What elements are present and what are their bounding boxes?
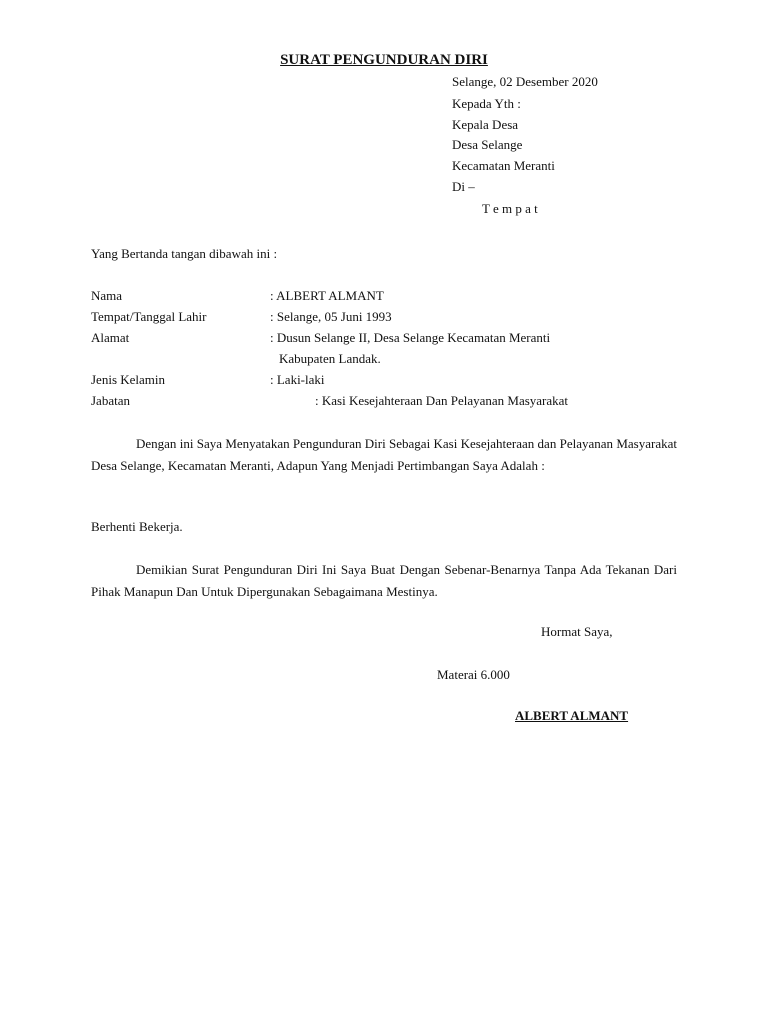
- signature-name: ALBERT ALMANT: [515, 708, 629, 723]
- field-label-ttl: Tempat/Tanggal Lahir: [91, 309, 207, 324]
- reason-text: Berhenti Bekerja.: [91, 519, 183, 534]
- field-value-nama: : ALBERT ALMANT: [270, 288, 384, 303]
- letter-title: SURAT PENGUNDURAN DIRI: [280, 52, 488, 68]
- field-label-jabatan: Jabatan: [91, 393, 130, 408]
- field-value-alamat: : Dusun Selange II, Desa Selange Kecamatan Meranti: [270, 330, 551, 345]
- recipient-line-4: Di –: [452, 179, 475, 194]
- field-value-jenis-kelamin: : Laki-laki: [270, 372, 325, 387]
- body-paragraph-1: Dengan ini Saya Menyatakan Pengunduran Diri Sebagai Kasi Kesejahteraan dan Pelayanan Masyarakat Desa Selange, Kecamatan Meranti, Adapun Yang Menjadi Pertimbangan Saya Adalah :: [91, 436, 677, 473]
- letter-date: Selange, 02 Desember 2020: [452, 74, 598, 89]
- recipient-line-3: Kecamatan Meranti: [452, 158, 555, 173]
- intro-text: Yang Bertanda tangan dibawah ini :: [91, 246, 278, 261]
- field-value-ttl: : Selange, 05 Juni 1993: [270, 309, 392, 324]
- field-label-alamat: Alamat: [91, 330, 130, 345]
- field-value-jabatan: : Kasi Kesejahteraan Dan Pelayanan Masyarakat: [315, 393, 569, 408]
- closing-text: Hormat Saya,: [541, 624, 613, 639]
- field-value-alamat-cont: Kabupaten Landak.: [279, 351, 381, 366]
- body-paragraph-2: Demikian Surat Pengunduran Diri Ini Saya Buat Dengan Sebenar-Benarnya Tanpa Ada Tekanan Dari Pihak Manapun Dan Untuk Dipergunakan Sebagaimana Mestinya.: [91, 562, 677, 599]
- recipient-greeting: Kepada Yth :: [452, 96, 521, 111]
- recipient-line-2: Desa Selange: [452, 137, 523, 152]
- recipient-place: T e m p a t: [482, 201, 538, 216]
- recipient-line-1: Kepala Desa: [452, 117, 519, 132]
- field-label-jenis-kelamin: Jenis Kelamin: [91, 372, 166, 387]
- field-label-nama: Nama: [91, 288, 123, 303]
- stamp-text: Materai 6.000: [437, 667, 510, 682]
